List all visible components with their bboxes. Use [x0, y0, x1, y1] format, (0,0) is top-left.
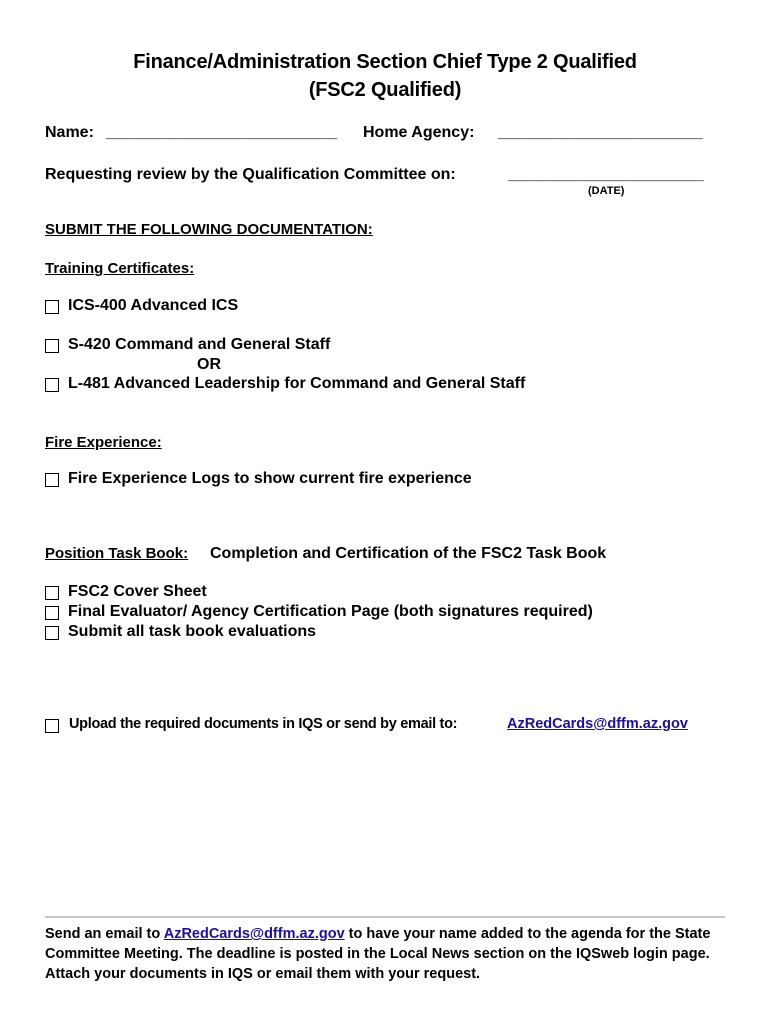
or-label: OR [197, 356, 221, 373]
footer-email-link[interactable]: AzRedCards@dffm.az.gov [163, 926, 345, 942]
footer-divider [45, 916, 725, 918]
task-book-description: Completion and Certification of the FSC2 Task Book [210, 545, 607, 562]
submit-heading: SUBMIT THE FOLLOWING DOCUMENTATION: [45, 221, 373, 238]
name-field[interactable]: __________________________ [106, 124, 338, 141]
name-label: Name: [45, 124, 94, 141]
fire-logs-checkbox[interactable] [45, 473, 59, 487]
ics400-label: ICS-400 Advanced ICS [68, 297, 239, 314]
l481-label: L-481 Advanced Leadership for Command and General Staff [68, 375, 526, 392]
upload-label: Upload the required documents in IQS or send by email to: [69, 716, 458, 732]
page-subtitle: (FSC2 Qualified) [308, 79, 462, 101]
footer-suffix: to have your name added to the agenda for the State Committee Meeting. The deadline is posted in the Local News section on the IQSweb login page. Attach your documents in IQS or email them with your request. [45, 926, 711, 982]
fire-experience-heading: Fire Experience: [45, 434, 162, 451]
evaluations-checkbox[interactable] [45, 626, 59, 640]
footer-prefix: Send an email to [45, 926, 164, 942]
review-date-field[interactable]: ______________________ [508, 166, 704, 183]
evaluator-page-checkbox[interactable] [45, 606, 59, 620]
home-agency-field[interactable]: _______________________ [498, 124, 703, 141]
cover-sheet-checkbox[interactable] [45, 586, 59, 600]
upload-checkbox[interactable] [45, 719, 59, 733]
footer-note [45, 924, 725, 984]
task-book-heading: Position Task Book: [45, 545, 189, 562]
evaluator-page-label: Final Evaluator/ Agency Certification Page (both signatures required) [68, 603, 593, 620]
s420-label: S-420 Command and General Staff [68, 336, 331, 353]
s420-checkbox[interactable] [45, 339, 59, 353]
evaluations-label: Submit all task book evaluations [68, 623, 317, 640]
page-title: Finance/Administration Section Chief Type 2 Qualified [133, 51, 637, 73]
cover-sheet-label: FSC2 Cover Sheet [68, 583, 207, 600]
home-agency-label: Home Agency: [363, 124, 475, 141]
review-request-label: Requesting review by the Qualification Committee on: [45, 166, 456, 183]
ics400-checkbox[interactable] [45, 300, 59, 314]
upload-email-link[interactable]: AzRedCards@dffm.az.gov [507, 716, 688, 732]
l481-checkbox[interactable] [45, 378, 59, 392]
training-heading: Training Certificates: [45, 260, 195, 277]
date-caption: (DATE) [588, 185, 625, 197]
fire-logs-label: Fire Experience Logs to show current fire experience [68, 470, 472, 487]
